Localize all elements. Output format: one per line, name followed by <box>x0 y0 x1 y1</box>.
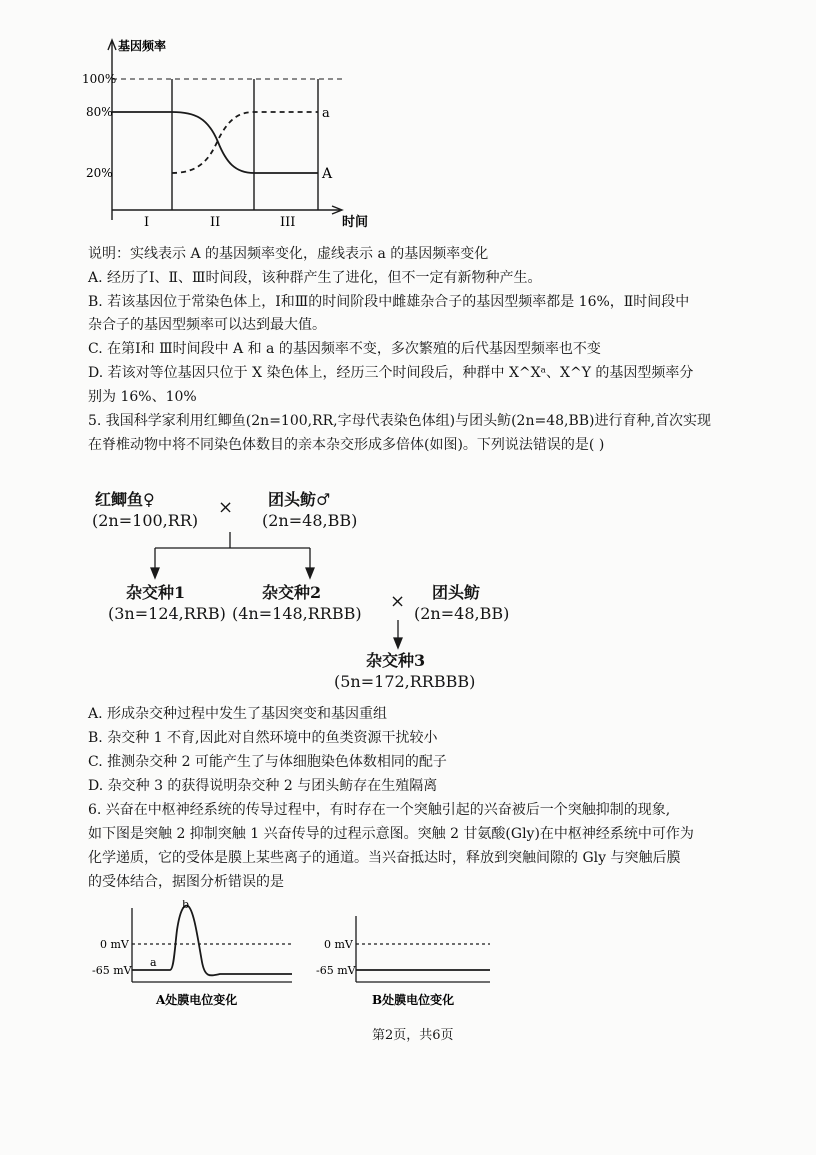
q6-stem-cont-3: 的受体结合，据图分析错误的是 <box>88 874 284 890</box>
q4-option-d-cont: 别为 16%、10% <box>88 389 197 405</box>
q4-note: 说明：实线表示 A 的基因频率变化，虚线表示 a 的基因频率变化 <box>88 246 489 262</box>
parent-blunt-snout-bream-karyotype: (2n=48,BB) <box>262 511 358 530</box>
hybrid-3-karyotype: (5n=172,RRBBB) <box>334 672 476 691</box>
y-tick-20: 20% <box>86 166 113 180</box>
membrane-potential-chart-b <box>308 900 508 1015</box>
q4-option-d: D. 若该对等位基因只位于 X 染色体上，经历三个时间段后，种群中 X^Xᵃ、X^Y 的基因型频率分 <box>88 365 694 381</box>
point-b-label: b <box>182 900 190 911</box>
q5-option-d: D. 杂交种 3 的获得说明杂交种 2 与团头鲂存在生殖隔离 <box>88 778 438 794</box>
q5-stem: 5. 我国科学家利用红鲫鱼(2n=100,RR,字母代表染色体组)与团头鲂(2n=48,BB)进行育种,首次实现 <box>88 413 711 429</box>
ylabel: 基因频率 <box>118 39 167 53</box>
q4-option-b-cont: 杂合子的基因型频率可以达到最大值。 <box>88 317 326 333</box>
hybrid-1-karyotype: (3n=124,RRB) <box>108 604 226 623</box>
gene-frequency-chart <box>60 30 400 235</box>
cross-symbol-2: × <box>390 591 406 612</box>
q4-option-a: A. 经历了Ⅰ、Ⅱ、Ⅲ时间段，该种群产生了进化，但不一定有新物种产生。 <box>88 270 542 286</box>
q5-stem-cont: 在脊椎动物中将不同染色体数目的亲本杂交形成多倍体(如图)。下列说法错误的是( ) <box>88 437 605 453</box>
chart-b-caption: B处膜电位变化 <box>372 993 455 1007</box>
x-tick-III: III <box>280 215 296 230</box>
x-tick-I: I <box>144 215 150 230</box>
y-tick-0mv: 0 mV <box>324 938 353 951</box>
hybrid-2-karyotype: (4n=148,RRBB) <box>232 604 362 623</box>
series-a-label: a <box>322 106 330 121</box>
y-tick-80: 80% <box>86 105 113 119</box>
series-A-label: A <box>322 166 333 182</box>
q5-option-c: C. 推测杂交种 2 可能产生了与体细胞染色体数相同的配子 <box>88 754 447 770</box>
q6-stem: 6. 兴奋在中枢神经系统的传导过程中，有时存在一个突触引起的兴奋被后一个突触抑制的现象, <box>88 802 671 818</box>
q6-stem-cont-1: 如下图是突触 2 抑制突触 1 兴奋传导的过程示意图。突触 2 甘氨酸(Gly)在中枢神经系统中可作为 <box>88 826 694 842</box>
backcross-parent-bream: 团头鲂 <box>432 583 481 602</box>
q5-option-a: A. 形成杂交种过程中发生了基因突变和基因重组 <box>88 706 388 722</box>
page-footer: 第2页，共6页 <box>372 1028 454 1043</box>
y-tick-65mv: -65 mV <box>92 964 132 977</box>
q5-option-b: B. 杂交种 1 不育,因此对自然环境中的鱼类资源干扰较小 <box>88 730 438 746</box>
chart-a-caption: A处膜电位变化 <box>156 993 238 1007</box>
parent-red-crucian-carp: 红鲫鱼♀ <box>95 490 155 509</box>
parent-blunt-snout-bream: 团头鲂♂ <box>268 490 331 509</box>
q4-option-b: B. 若该基因位于常染色体上，Ⅰ和Ⅲ的时间阶段中雌雄杂合子的基因型频率都是 16%，Ⅱ时间段中 <box>88 294 690 310</box>
hybrid-1: 杂交种1 <box>126 583 186 602</box>
y-tick-65mv: -65 mV <box>316 964 356 977</box>
membrane-potential-chart-a <box>80 900 320 1015</box>
hybrid-2: 杂交种2 <box>262 583 322 602</box>
backcross-parent-bream-karyotype: (2n=48,BB) <box>414 604 510 623</box>
y-tick-100: 100% <box>82 72 117 86</box>
cross-symbol: × <box>218 497 234 518</box>
series-a-line <box>172 112 318 173</box>
point-a-label: a <box>150 956 157 969</box>
parent-red-crucian-carp-karyotype: (2n=100,RR) <box>92 511 199 530</box>
series-A-line <box>112 112 318 173</box>
x-tick-II: II <box>210 215 221 230</box>
hybrid-3: 杂交种3 <box>366 651 426 670</box>
y-tick-0mv: 0 mV <box>100 938 129 951</box>
q6-stem-cont-2: 化学递质，它的受体是膜上某些离子的通道。当兴奋抵达时，释放到突触间隙的 Gly 与突触后膜 <box>88 850 681 866</box>
xlabel: 时间 <box>342 215 369 230</box>
q4-option-c: C. 在第Ⅰ和 Ⅲ时间段中 A 和 a 的基因频率不变，多次繁殖的后代基因型频率也不变 <box>88 341 601 357</box>
